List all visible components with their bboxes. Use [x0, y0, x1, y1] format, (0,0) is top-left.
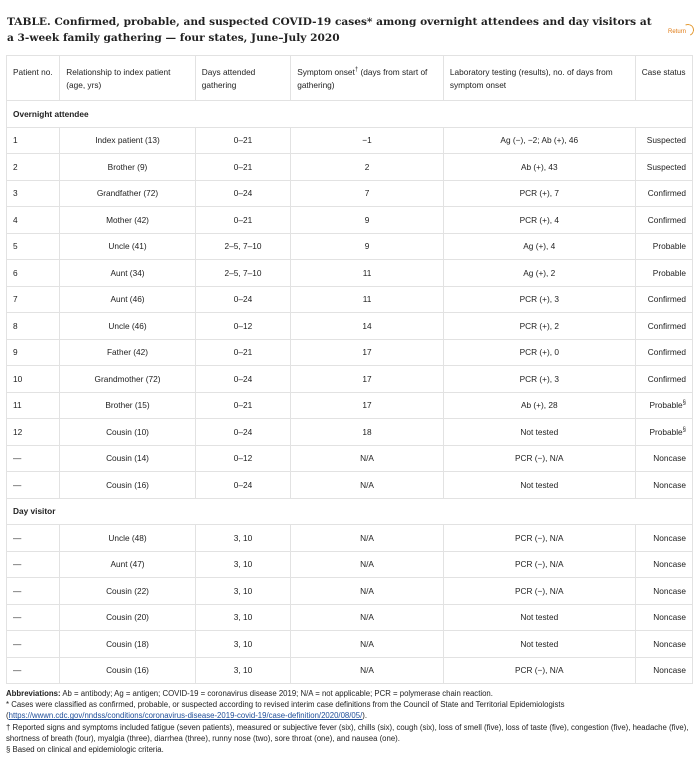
- cell-days-attended: 2–5, 7–10: [195, 233, 290, 260]
- header-case-status: Case status: [635, 56, 692, 101]
- cell-case-status: [635, 551, 692, 578]
- cell-days-attended: 0–12: [195, 313, 290, 340]
- section-label: Overnight attendee: [7, 101, 693, 128]
- cell-case-status: [635, 392, 692, 419]
- cell-symptom-onset: N/A: [291, 551, 444, 578]
- cell-symptom-onset: 9: [291, 233, 444, 260]
- cell-symptom-onset: 17: [291, 339, 444, 366]
- section-row: [7, 498, 693, 525]
- cell-relationship: Uncle (41): [60, 233, 196, 260]
- case-status-text: Noncase: [653, 585, 686, 596]
- cell-symptom-onset: N/A: [291, 472, 444, 499]
- case-status-text: Noncase: [653, 532, 686, 543]
- table-row: [7, 525, 693, 552]
- cell-lab-testing: Ab (+), 43: [443, 154, 635, 181]
- return-arrow-icon: [680, 22, 695, 37]
- table-header-row: [7, 56, 693, 101]
- cell-patient-no: 12: [7, 419, 60, 446]
- cell-days-attended: 3, 10: [195, 631, 290, 658]
- cell-days-attended: 0–24: [195, 366, 290, 393]
- cell-patient-no: 8: [7, 313, 60, 340]
- cell-symptom-onset: −1: [291, 127, 444, 154]
- case-status-mark: §: [682, 426, 686, 433]
- return-label: Return: [668, 29, 687, 35]
- case-status-text: Noncase: [653, 453, 686, 464]
- cell-days-attended: 3, 10: [195, 525, 290, 552]
- cell-days-attended: 0–24: [195, 286, 290, 313]
- table-row: [7, 472, 693, 499]
- cell-patient-no: —: [7, 657, 60, 684]
- cell-patient-no: 4: [7, 207, 60, 234]
- table-row: [7, 445, 693, 472]
- header-symptom-onset: [291, 56, 444, 101]
- cell-case-status: [635, 233, 692, 260]
- cell-relationship: Aunt (46): [60, 286, 196, 313]
- cell-symptom-onset: N/A: [291, 525, 444, 552]
- cell-case-status: [635, 472, 692, 499]
- cell-relationship: Cousin (14): [60, 445, 196, 472]
- cell-patient-no: —: [7, 472, 60, 499]
- cell-case-status: [635, 207, 692, 234]
- table-title: TABLE. Confirmed, probable, and suspected COVID-19 cases* among overnight attendees and day visitors at a 3-week family gathering — four states, June–July 2020: [7, 16, 652, 44]
- case-status-text: Confirmed: [647, 347, 686, 358]
- cell-relationship: Grandmother (72): [60, 366, 196, 393]
- cell-relationship: Aunt (34): [60, 260, 196, 287]
- cell-days-attended: 0–24: [195, 472, 290, 499]
- cell-days-attended: 2–5, 7–10: [195, 260, 290, 287]
- cell-symptom-onset: 18: [291, 419, 444, 446]
- cell-symptom-onset: N/A: [291, 604, 444, 631]
- cell-relationship: Aunt (47): [60, 551, 196, 578]
- cell-days-attended: 3, 10: [195, 551, 290, 578]
- cell-patient-no: 1: [7, 127, 60, 154]
- header-onset-text: Symptom onset: [297, 67, 355, 77]
- cell-days-attended: 0–24: [195, 180, 290, 207]
- cell-lab-testing: Not tested: [443, 604, 635, 631]
- table-row: [7, 657, 693, 684]
- cell-case-status: [635, 313, 692, 340]
- cell-lab-testing: PCR (−), N/A: [443, 551, 635, 578]
- abbreviations-label: Abbreviations:: [6, 689, 61, 698]
- cell-case-status: [635, 578, 692, 605]
- case-status-text: Suspected: [646, 135, 686, 146]
- cell-patient-no: —: [7, 604, 60, 631]
- header-onset-suffix: (days from start of gathering): [297, 67, 428, 90]
- cell-lab-testing: PCR (+), 7: [443, 180, 635, 207]
- cell-symptom-onset: 2: [291, 154, 444, 181]
- cell-relationship: Uncle (48): [60, 525, 196, 552]
- cell-case-status: [635, 604, 692, 631]
- case-status-text: Probable: [652, 241, 686, 252]
- cell-case-status: [635, 525, 692, 552]
- header-lab-testing: Laboratory testing (results), no. of days from symptom onset: [443, 56, 635, 101]
- cell-case-status: [635, 366, 692, 393]
- footnotes: [6, 688, 694, 755]
- cell-patient-no: 5: [7, 233, 60, 260]
- cell-patient-no: 2: [7, 154, 60, 181]
- cell-lab-testing: PCR (−), N/A: [443, 525, 635, 552]
- cell-lab-testing: PCR (+), 0: [443, 339, 635, 366]
- table-row: [7, 233, 693, 260]
- cell-case-status: [635, 260, 692, 287]
- cell-case-status: [635, 657, 692, 684]
- cell-patient-no: 10: [7, 366, 60, 393]
- cell-days-attended: 0–21: [195, 154, 290, 181]
- cell-case-status: [635, 419, 692, 446]
- cell-case-status: [635, 154, 692, 181]
- cell-lab-testing: Ab (+), 28: [443, 392, 635, 419]
- cell-symptom-onset: N/A: [291, 631, 444, 658]
- footnote-abbreviations: [6, 688, 694, 699]
- cell-lab-testing: Not tested: [443, 419, 635, 446]
- table-row: [7, 207, 693, 234]
- section-label: Day visitor: [7, 498, 693, 525]
- cell-patient-no: 9: [7, 339, 60, 366]
- cell-symptom-onset: 7: [291, 180, 444, 207]
- cell-lab-testing: Not tested: [443, 472, 635, 499]
- cell-relationship: Cousin (16): [60, 472, 196, 499]
- cell-case-status: [635, 180, 692, 207]
- cell-symptom-onset: 17: [291, 366, 444, 393]
- table-row: [7, 551, 693, 578]
- cell-lab-testing: Ag (−), −2; Ab (+), 46: [443, 127, 635, 154]
- case-status-mark: §: [682, 400, 686, 407]
- table-row: [7, 366, 693, 393]
- cell-patient-no: —: [7, 445, 60, 472]
- table-row: [7, 154, 693, 181]
- case-status-text: Noncase: [653, 612, 686, 623]
- table-row: [7, 339, 693, 366]
- cell-lab-testing: Ag (+), 4: [443, 233, 635, 260]
- case-status-text: Confirmed: [647, 294, 686, 305]
- table-row: [7, 578, 693, 605]
- cell-relationship: Father (42): [60, 339, 196, 366]
- cell-symptom-onset: 9: [291, 207, 444, 234]
- cell-relationship: Cousin (10): [60, 419, 196, 446]
- section-row: [7, 101, 693, 128]
- footnote-star: [6, 699, 694, 721]
- cell-lab-testing: PCR (−), N/A: [443, 657, 635, 684]
- cell-patient-no: 6: [7, 260, 60, 287]
- cell-lab-testing: PCR (+), 2: [443, 313, 635, 340]
- cell-relationship: Cousin (16): [60, 657, 196, 684]
- cell-case-status: [635, 445, 692, 472]
- cell-symptom-onset: 11: [291, 286, 444, 313]
- table-body: [7, 101, 693, 684]
- cell-patient-no: 11: [7, 392, 60, 419]
- table-row: [7, 313, 693, 340]
- cell-patient-no: —: [7, 578, 60, 605]
- case-status-text: Probable: [649, 426, 683, 437]
- cell-case-status: [635, 631, 692, 658]
- header-patient-no: Patient no.: [7, 56, 60, 101]
- case-status-text: Noncase: [653, 665, 686, 676]
- cell-days-attended: 0–12: [195, 445, 290, 472]
- cell-days-attended: 0–21: [195, 207, 290, 234]
- cell-relationship: Grandfather (72): [60, 180, 196, 207]
- cell-patient-no: 3: [7, 180, 60, 207]
- cell-relationship: Uncle (46): [60, 313, 196, 340]
- table-row: [7, 286, 693, 313]
- cell-lab-testing: PCR (−), N/A: [443, 445, 635, 472]
- cell-days-attended: 3, 10: [195, 604, 290, 631]
- table-row: [7, 604, 693, 631]
- cell-relationship: Cousin (20): [60, 604, 196, 631]
- cell-symptom-onset: N/A: [291, 445, 444, 472]
- cell-patient-no: —: [7, 631, 60, 658]
- footnote-star-text: * Cases were classified as confirmed, probable, or suspected according to revised interim case definitions from the Council of State and Territorial Epidemiologists (: [6, 700, 565, 721]
- cell-patient-no: —: [7, 525, 60, 552]
- case-status-text: Probable: [649, 400, 683, 411]
- case-status-text: Noncase: [653, 559, 686, 570]
- table-row: [7, 419, 693, 446]
- table-row: [7, 392, 693, 419]
- cell-lab-testing: PCR (−), N/A: [443, 578, 635, 605]
- cell-symptom-onset: N/A: [291, 657, 444, 684]
- case-definition-link[interactable]: https://wwwn.cdc.gov/nndss/conditions/coronavirus-disease-2019-covid-19/case-definition/2020/08/05/: [8, 711, 363, 721]
- cell-days-attended: 0–24: [195, 419, 290, 446]
- cell-case-status: [635, 286, 692, 313]
- cell-lab-testing: Ag (+), 2: [443, 260, 635, 287]
- cell-relationship: Cousin (22): [60, 578, 196, 605]
- cell-days-attended: 0–21: [195, 339, 290, 366]
- cell-lab-testing: PCR (+), 3: [443, 366, 635, 393]
- cases-table: [6, 55, 693, 684]
- table-row: [7, 631, 693, 658]
- cell-days-attended: 0–21: [195, 392, 290, 419]
- cell-patient-no: —: [7, 551, 60, 578]
- header-onset-mark: †: [354, 67, 359, 74]
- cell-symptom-onset: N/A: [291, 578, 444, 605]
- table-row: [7, 127, 693, 154]
- cell-lab-testing: PCR (+), 4: [443, 207, 635, 234]
- cell-relationship: Mother (42): [60, 207, 196, 234]
- case-status-text: Noncase: [653, 638, 686, 649]
- cell-case-status: [635, 127, 692, 154]
- footnote-dagger: † Reported signs and symptoms included fatigue (seven patients), measured or subjective fever (six), chills (six), cough (six), loss of smell (five), loss of taste (five), congestion (five), headache (five), shortness of breath (four), myalgia (three), diarrhea (three), runny nose (two), sore throat (one), and nausea (one).: [6, 722, 689, 743]
- table-row: [7, 260, 693, 287]
- cell-days-attended: 3, 10: [195, 578, 290, 605]
- cell-relationship: Index patient (13): [60, 127, 196, 154]
- cell-days-attended: 0–21: [195, 127, 290, 154]
- cell-symptom-onset: 14: [291, 313, 444, 340]
- abbreviations-text: Ab = antibody; Ag = antigen; COVID-19 = coronavirus disease 2019; N/A = not applicable; PCR = polymerase chain reaction.: [60, 689, 493, 698]
- cell-symptom-onset: 17: [291, 392, 444, 419]
- cell-days-attended: 3, 10: [195, 657, 290, 684]
- cell-relationship: Brother (9): [60, 154, 196, 181]
- footnote-star-end: ).: [362, 711, 368, 721]
- case-status-text: Confirmed: [647, 320, 686, 331]
- table-row: [7, 180, 693, 207]
- header-days-attended: Days attended gathering: [195, 56, 290, 101]
- cell-patient-no: 7: [7, 286, 60, 313]
- header-relationship: Relationship to index patient (age, yrs): [60, 56, 196, 101]
- cell-lab-testing: PCR (+), 3: [443, 286, 635, 313]
- cell-relationship: Cousin (18): [60, 631, 196, 658]
- case-status-text: Suspected: [646, 161, 686, 172]
- footnote-section: § Based on clinical and epidemiologic criteria.: [6, 745, 164, 755]
- case-status-text: Probable: [652, 267, 686, 278]
- cell-relationship: Brother (15): [60, 392, 196, 419]
- cell-symptom-onset: 11: [291, 260, 444, 287]
- return-link[interactable]: [668, 26, 694, 40]
- case-status-text: Confirmed: [647, 214, 686, 225]
- cell-lab-testing: Not tested: [443, 631, 635, 658]
- case-status-text: Noncase: [653, 479, 686, 490]
- case-status-text: Confirmed: [647, 188, 686, 199]
- case-status-text: Confirmed: [647, 373, 686, 384]
- cell-case-status: [635, 339, 692, 366]
